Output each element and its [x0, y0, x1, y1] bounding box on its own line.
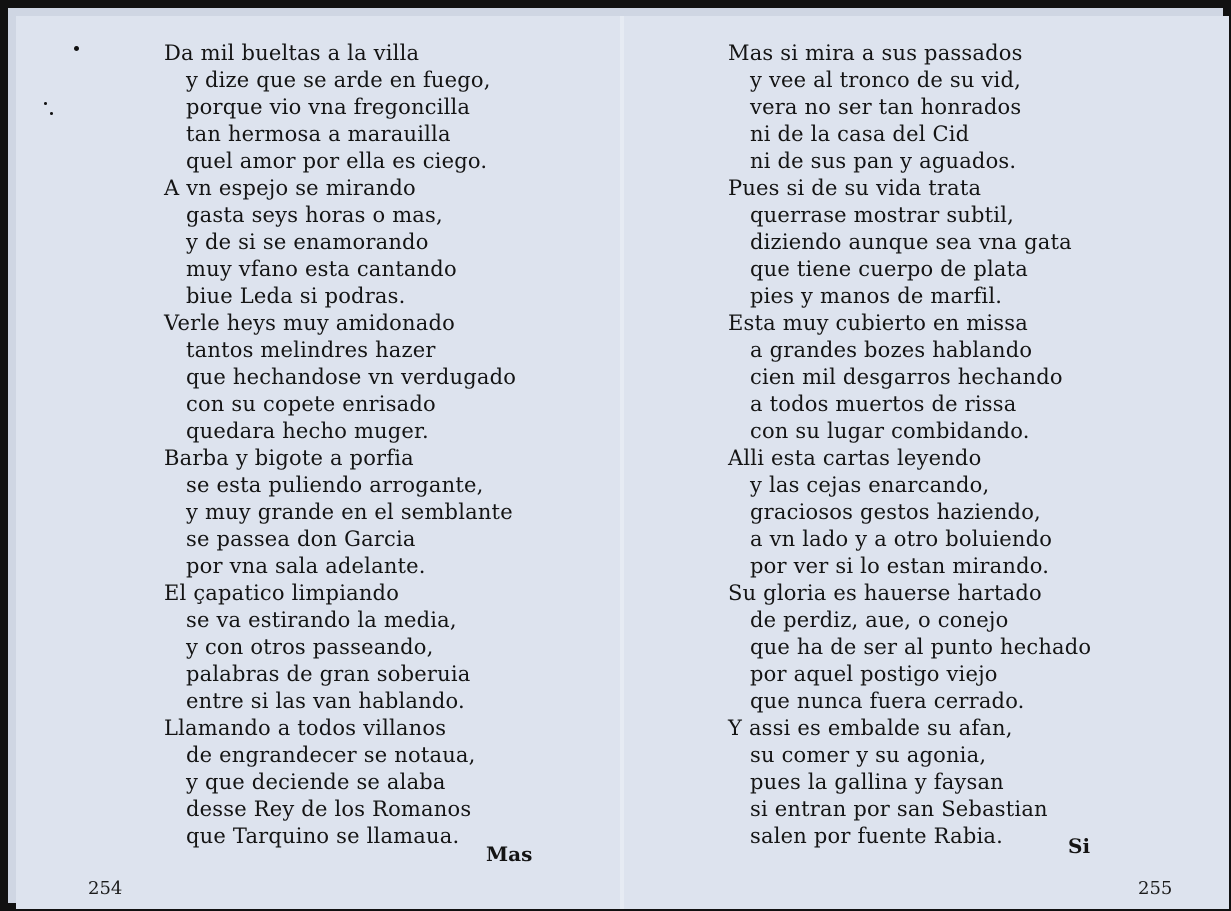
verse-line: ni de la casa del Cid — [750, 122, 970, 146]
page-number-right: 255 — [1138, 878, 1173, 899]
ink-speck — [50, 112, 53, 115]
verse-line: Barba y bigote a porfia — [164, 446, 414, 470]
paper — [16, 16, 1229, 909]
ink-speck — [74, 46, 79, 51]
verse-line: Da mil bueltas a la villa — [164, 41, 420, 65]
book-gutter — [620, 16, 624, 909]
verse-line: con su copete enrisado — [186, 392, 436, 416]
verse-line: Llamando a todos villanos — [164, 716, 447, 740]
verse-line: a grandes bozes hablando — [750, 338, 1033, 362]
verse-line: graciosos gestos haziendo, — [750, 500, 1041, 524]
left-page — [164, 40, 604, 850]
verse-line: porque vio vna fregoncilla — [186, 95, 471, 119]
catchword-right: Si — [1068, 834, 1091, 858]
verse-line: pies y manos de marfil. — [750, 284, 1003, 308]
verse-line: Verle heys muy amidonado — [164, 311, 455, 335]
verse-line: entre si las van hablando. — [186, 689, 465, 713]
verse-line: El çapatico limpiando — [164, 581, 400, 605]
verse-line: y con otros passeando, — [186, 635, 434, 659]
catchword-left: Mas — [486, 842, 533, 866]
verse-line: por vna sala adelante. — [186, 554, 426, 578]
verse-line: Y assi es embalde su afan, — [728, 716, 1013, 740]
verse-line: por ver si lo estan mirando. — [750, 554, 1050, 578]
verse-line: tantos melindres hazer — [186, 338, 436, 362]
verse-line: cien mil desgarros hechando — [750, 365, 1063, 389]
verse-line: desse Rey de los Romanos — [186, 797, 472, 821]
verse-line: Pues si de su vida trata — [728, 176, 982, 200]
verse-line: vera no ser tan honrados — [750, 95, 1022, 119]
verse-line: Esta muy cubierto en missa — [728, 311, 1028, 335]
verse-line: quel amor por ella es ciego. — [186, 149, 488, 173]
verse-line: tan hermosa a marauilla — [186, 122, 451, 146]
verse-line: diziendo aunque sea vna gata — [750, 230, 1072, 254]
verse-line: palabras de gran soberuia — [186, 662, 471, 686]
verse-line: y que deciende se alaba — [186, 770, 446, 794]
verse-line: muy vfano esta cantando — [186, 257, 457, 281]
verse-line: se esta puliendo arrogante, — [186, 473, 484, 497]
verse-line: y vee al tronco de su vid, — [750, 68, 1021, 92]
verse-line: y muy grande en el semblante — [186, 500, 513, 524]
verse-line: pues la gallina y faysan — [750, 770, 1004, 794]
verse-line: y las cejas enarcando, — [750, 473, 990, 497]
right-page — [728, 40, 1168, 850]
verse-line: que hechandose vn verdugado — [186, 365, 517, 389]
ink-speck — [44, 102, 47, 105]
verse-line: y de si se enamorando — [186, 230, 429, 254]
page-number-left: 254 — [88, 878, 123, 899]
verse-line: Alli esta cartas leyendo — [728, 446, 982, 470]
verse-line: con su lugar combidando. — [750, 419, 1030, 443]
verse-line: de engrandecer se notaua, — [186, 743, 476, 767]
verse-line: que tiene cuerpo de plata — [750, 257, 1028, 281]
verse-line: a vn lado y a otro boluiendo — [750, 527, 1053, 551]
verse-line: biue Leda si podras. — [186, 284, 406, 308]
verse-line: quedara hecho muger. — [186, 419, 429, 443]
verse-line: gasta seys horas o mas, — [186, 203, 443, 227]
verse-line: por aquel postigo viejo — [750, 662, 998, 686]
verse-line: que ha de ser al punto hechado — [750, 635, 1092, 659]
verse-line: si entran por san Sebastian — [750, 797, 1048, 821]
verse-line: que nunca fuera cerrado. — [750, 689, 1025, 713]
verse-line: de perdiz, aue, o conejo — [750, 608, 1009, 632]
verse-line: salen por fuente Rabia. — [750, 824, 1004, 848]
verse-line: a todos muertos de rissa — [750, 392, 1017, 416]
verse-line: A vn espejo se mirando — [164, 176, 416, 200]
verse-line: se va estirando la media, — [186, 608, 457, 632]
verse-line: y dize que se arde en fuego, — [186, 68, 491, 92]
verse-line: Mas si mira a sus passados — [728, 41, 1023, 65]
verse-line: que Tarquino se llamaua. — [186, 824, 460, 848]
verse-line: Su gloria es hauerse hartado — [728, 581, 1042, 605]
verse-line: su comer y su agonia, — [750, 743, 987, 767]
verse-line: ni de sus pan y aguados. — [750, 149, 1017, 173]
verse-line: querrase mostrar subtil, — [750, 203, 1015, 227]
verse-line: se passea don Garcia — [186, 527, 416, 551]
